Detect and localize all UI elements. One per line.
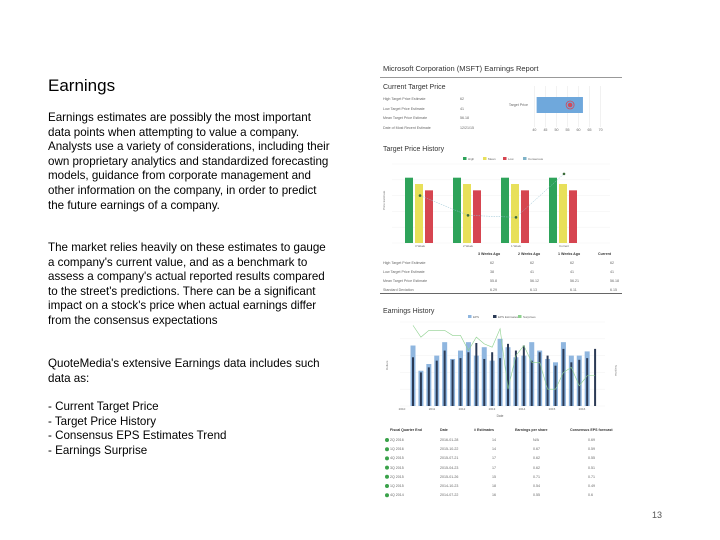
bar-low <box>473 190 481 243</box>
earnings-table-cell: 2014-10-23 <box>440 484 459 488</box>
history-row-value: 6.15 <box>610 288 617 292</box>
estimate-bar <box>499 358 501 406</box>
legend-label: EPS <box>473 315 480 319</box>
legend-swatch <box>518 315 522 318</box>
earnings-table-cell: 0.54 <box>533 484 540 488</box>
earnings-table-cell: 2016-01-28 <box>440 438 459 442</box>
estimate-bar <box>594 349 596 406</box>
target-row-value: 62 <box>460 97 464 101</box>
estimate-bar <box>412 357 414 406</box>
bar-mean <box>559 184 567 243</box>
page-number: 13 <box>652 510 663 520</box>
target-row-label: Date of Most Recent Estimate <box>383 125 431 130</box>
status-check-icon <box>385 493 389 497</box>
earnings-table-cell: 0.59 <box>588 447 595 452</box>
history-row-value: 56.21 <box>570 279 579 283</box>
consensus-point <box>467 214 470 217</box>
estimate-bar <box>420 372 422 406</box>
range-tick-label: 40 <box>532 128 537 132</box>
estimate-bar <box>531 361 533 406</box>
category-label: 2 Week <box>462 244 474 248</box>
history-row-value: 56.18 <box>610 279 619 283</box>
status-check-icon <box>385 447 389 451</box>
history-row-value: 55.8 <box>490 279 497 283</box>
earnings-table-header: Earnings per share <box>515 428 548 432</box>
bar-high <box>549 178 557 243</box>
range-tick-label: 70 <box>598 128 603 132</box>
bar-mean <box>511 184 519 243</box>
legend-label: Consensus <box>528 157 544 161</box>
target-row-label: Mean Target Price Estimate <box>383 116 428 120</box>
history-table-header: Current <box>598 252 611 256</box>
history-row-value: 6.11 <box>570 288 577 292</box>
range-tick-label: 55 <box>565 128 570 132</box>
history-table-header: 1 Weeks Ago <box>558 252 581 256</box>
history-row-label: Standard Deviation <box>383 288 414 292</box>
range-tick-label: 60 <box>576 128 581 132</box>
legend-label: Mean <box>488 157 496 161</box>
legend-label: Surprises <box>523 315 536 319</box>
history-row-label: Mean Target Price Estimate <box>383 279 428 283</box>
earnings-table-cell: 14 <box>492 447 496 452</box>
earnings-table-cell: 0.62 <box>533 456 540 461</box>
earnings-table-header: # Estimates <box>474 428 494 432</box>
bullet-list <box>48 400 333 458</box>
estimate-bar <box>491 352 493 406</box>
history-row-value: 6.13 <box>530 288 537 292</box>
bar-high <box>405 178 413 243</box>
estimate-bar <box>539 352 541 406</box>
target-row-label: High Target Price Estimate <box>383 97 426 101</box>
slide-title: Earnings <box>48 76 116 95</box>
bar-low <box>425 190 433 243</box>
earnings-table-header: Date <box>440 428 448 432</box>
earnings-table-cell: 17 <box>492 465 496 470</box>
earnings-table-cell: 17 <box>492 456 496 461</box>
earnings-table-cell: 0.6 <box>588 493 593 498</box>
history-row-value: 41 <box>610 270 614 274</box>
legend-swatch <box>483 157 487 160</box>
y-axis-label: Dollars <box>385 360 389 370</box>
earnings-table-cell: 16 <box>492 493 496 498</box>
x-tick-label: 2010 <box>398 407 406 411</box>
legend-swatch <box>468 315 472 318</box>
history-table-header: 3 Weeks Ago <box>478 252 501 256</box>
x-tick-label: 2015 <box>548 407 556 411</box>
status-check-icon <box>385 438 389 442</box>
earnings-table-cell: 0.51 <box>588 465 595 470</box>
report-title: Microsoft Corporation (MSFT) Earnings Report <box>383 64 539 73</box>
history-row-value: 38 <box>490 270 494 274</box>
status-check-icon <box>385 475 389 479</box>
earnings-history-title: Earnings History <box>383 308 435 315</box>
bar-low <box>569 190 577 243</box>
x-tick-label: 2012 <box>458 407 466 411</box>
mean-marker <box>568 103 573 108</box>
earnings-table-cell: 2015-04-23 <box>440 465 459 470</box>
estimate-bar <box>475 343 477 406</box>
target-row-label: Low Target Price Estimate <box>383 106 425 111</box>
history-row-value: 62 <box>490 261 494 265</box>
estimate-bar <box>578 360 580 406</box>
history-row-value: 62 <box>530 261 534 265</box>
legend-swatch <box>463 157 467 160</box>
earnings-table-cell: 4Q 2014 <box>390 493 404 498</box>
history-row-value: 56.12 <box>530 279 539 283</box>
estimate-bar <box>436 361 438 406</box>
estimate-bar <box>555 366 557 406</box>
history-row-value: 62 <box>570 261 574 265</box>
estimate-bar <box>483 359 485 406</box>
estimate-bar <box>467 352 469 406</box>
earnings-report <box>380 60 622 505</box>
earnings-table-cell: 2Q 2015 <box>390 474 404 479</box>
earnings-table-cell: 0.69 <box>588 438 595 442</box>
bullet-item: - Current Target Price <box>48 400 159 413</box>
earnings-table-cell: 15 <box>492 474 496 479</box>
target-row-value: 41 <box>460 106 464 111</box>
status-check-icon <box>385 456 389 460</box>
earnings-table-cell: 0.55 <box>588 456 595 461</box>
bar-high <box>501 178 509 243</box>
estimate-bar <box>452 360 454 406</box>
earnings-table-cell: 2Q 2016 <box>390 438 404 442</box>
earnings-table-cell: 0.49 <box>588 484 595 488</box>
earnings-table-cell: 2014-07-22 <box>440 493 459 498</box>
earnings-table-cell: 0.71 <box>588 474 595 479</box>
estimate-bar <box>523 346 525 406</box>
history-row-label: Low Target Price Estimate <box>383 270 425 274</box>
range-label: Target Price <box>508 103 528 107</box>
earnings-table-cell: 0.71 <box>533 474 540 479</box>
history-row-value: 41 <box>570 270 574 274</box>
earnings-table-cell: 18 <box>492 484 496 488</box>
consensus-point <box>515 216 518 219</box>
category-label: 1 Week <box>510 244 522 248</box>
estimate-bar <box>444 351 446 406</box>
earnings-table-header: Consensus EPS forecast <box>570 428 613 432</box>
earnings-table-cell: 14 <box>492 438 496 442</box>
history-row-value: 41 <box>530 270 534 274</box>
x-axis-label: Date <box>496 414 504 418</box>
earnings-table-cell: 2015-01-26 <box>440 474 459 479</box>
bar-mean <box>415 184 423 243</box>
estimate-bar <box>507 344 509 406</box>
legend-swatch <box>523 157 527 160</box>
earnings-table-cell: N/A <box>533 438 539 442</box>
bar-low <box>521 190 529 243</box>
earnings-table-cell: 1Q 2015 <box>390 484 404 488</box>
paragraph-data: QuoteMedia's extensive Earnings data includes such data as: <box>48 357 320 385</box>
target-row-value: 12/21/15 <box>460 125 474 130</box>
bullet-item: - Earnings Surprise <box>48 443 148 457</box>
range-tick-label: 65 <box>587 128 592 132</box>
paragraph-intro: Earnings estimates are possibly the most important data points when attempting to value a company. Analysts use a variety of considerations, including their own proprietary analytics and standardized forecasting models, guidance from corporate management and other information on the company, in order to predict the future earnings of a company. <box>48 111 330 212</box>
earnings-table-cell: 3Q 2015 <box>390 465 404 470</box>
x-tick-label: 2011 <box>428 407 436 411</box>
y2-axis-label: Surprise <box>614 365 618 377</box>
history-row-value: 6.29 <box>490 288 497 292</box>
paragraph-market: The market relies heavily on these estimates to gauge a company's current value, and as a benchmark to assess a company's actual reported results compared to the street's predictions. There can be a significant impact on a stock's price when actual earnings differ from the consensus expectations <box>48 241 326 327</box>
x-tick-label: 2016 <box>578 407 586 411</box>
earnings-table-cell: 2015-10-22 <box>440 447 459 452</box>
earnings-table-cell: 2015-07-21 <box>440 456 459 461</box>
earnings-table-cell: 4Q 2015 <box>390 456 404 461</box>
target-history-title: Target Price History <box>383 146 445 153</box>
legend-swatch <box>493 315 497 318</box>
range-tick-label: 50 <box>554 128 559 132</box>
range-tick-label: 45 <box>543 128 548 132</box>
estimate-bar <box>428 367 430 406</box>
y-axis-label: Price Estimate <box>382 190 386 210</box>
bar-high <box>453 178 461 243</box>
consensus-point <box>419 194 422 197</box>
status-check-icon <box>385 466 389 470</box>
bar-mean <box>463 184 471 243</box>
earnings-table-cell: 1Q 2016 <box>390 447 404 452</box>
bullet-item: - Consensus EPS Estimates Trend <box>48 429 227 443</box>
history-row-value: 62 <box>610 261 614 265</box>
legend-label: Low <box>508 157 514 161</box>
estimate-bar <box>547 356 549 406</box>
history-table-header: 2 Weeks Ago <box>518 252 541 256</box>
bullet-item: - Target Price History <box>48 414 157 428</box>
surprises-line <box>413 325 595 389</box>
target-row-value: 56.18 <box>460 116 469 120</box>
legend-label: EPS Estimates <box>498 315 519 319</box>
earnings-table-header: Fiscal Quarter End <box>390 428 422 432</box>
earnings-table-cell: 0.55 <box>533 493 540 498</box>
earnings-table-cell: 0.67 <box>533 447 540 452</box>
current-target-title: Current Target Price <box>383 84 446 91</box>
category-label: Current <box>558 244 570 248</box>
legend-label: High <box>468 157 475 161</box>
estimate-bar <box>586 358 588 406</box>
consensus-point <box>563 173 566 176</box>
legend-swatch <box>503 157 507 160</box>
status-check-icon <box>385 484 389 488</box>
category-label: 3 Week <box>414 244 426 248</box>
x-tick-label: 2013 <box>488 407 496 411</box>
x-tick-label: 2014 <box>518 407 526 411</box>
earnings-table-cell: 0.62 <box>533 465 540 470</box>
estimate-bar <box>460 358 462 406</box>
estimate-bar <box>562 349 564 406</box>
history-row-label: High Target Price Estimate <box>383 261 426 265</box>
range-bar <box>537 97 583 113</box>
